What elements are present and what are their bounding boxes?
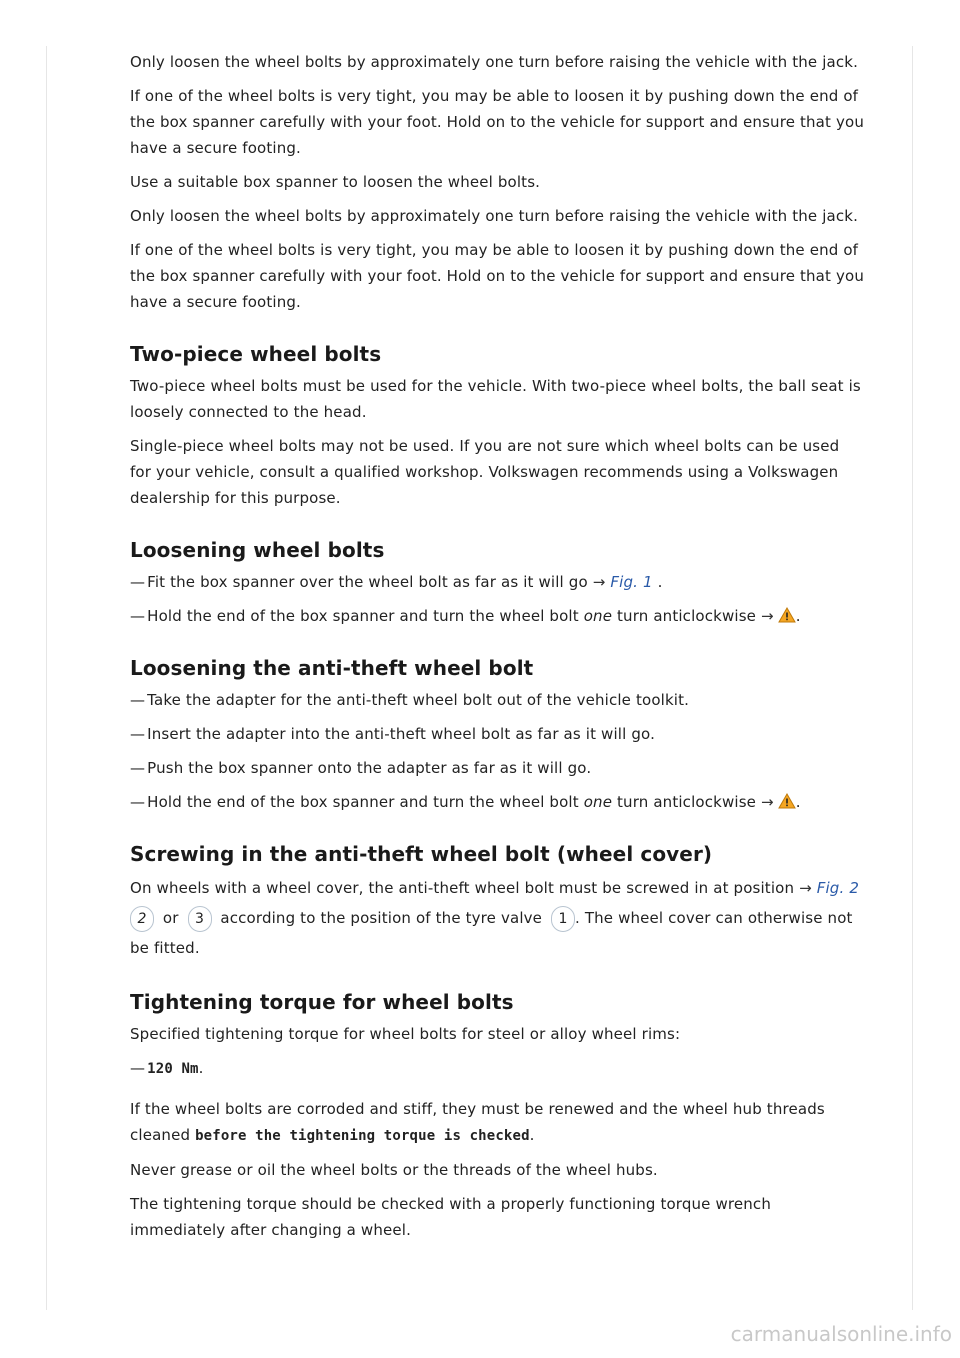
step-dash: — — [130, 607, 146, 625]
step-text: Fit the box spanner over the wheel bolt as far as it will go — [147, 573, 588, 591]
figure-link[interactable]: Fig. 2 — [816, 879, 860, 897]
paragraph: Use a suitable box spanner to loosen the wheel bolts. — [130, 173, 541, 191]
paragraph: If the wheel bolts are corroded and stiff, they must be renewed and the wheel hub threads cleaned before the tightening torque is checked. — [130, 1100, 825, 1144]
callout-marker: 3 — [188, 906, 212, 932]
paragraph: If one of the wheel bolts is very tight, you may be able to loosen it by pushing down the end of the box spanner carefully with your foot. Hold on to the vehicle for support and ensure that you have a secure footing. — [130, 241, 864, 311]
torque-value: 120 Nm — [147, 1061, 199, 1077]
manual-page-content — [130, 49, 865, 1251]
heading-two-piece-bolts: Two-piece wheel bolts — [130, 342, 382, 366]
paragraph: Only loosen the wheel bolts by approximately one turn before raising the vehicle with the jack. — [130, 207, 859, 225]
step-item: — Fit the box spanner over the wheel bolt as far as it will go → Fig. 1 . — [130, 569, 865, 595]
arrow-icon: → — [760, 607, 774, 625]
step-text: turn anticlockwise — [617, 607, 757, 625]
step-dash: — — [130, 1059, 146, 1077]
step-dash: — — [130, 793, 146, 811]
step-text: Insert the adapter into the anti-theft wheel bolt as far as it will go. — [147, 725, 655, 743]
figure-link[interactable]: Fig. 1 — [610, 573, 653, 591]
arrow-icon: → — [799, 879, 812, 897]
strong-text: before the tightening torque is checked — [195, 1128, 530, 1144]
heading-loosening-bolts: Loosening wheel bolts — [130, 538, 385, 562]
step-text: Hold the end of the box spanner and turn the wheel bolt — [147, 793, 579, 811]
step-text: Push the box spanner onto the adapter as far as it will go. — [147, 759, 592, 777]
step-text: turn anticlockwise — [617, 793, 757, 811]
arrow-icon: → — [760, 793, 774, 811]
emphasis-text: one — [583, 607, 613, 625]
left-margin-rule — [46, 46, 47, 1310]
paragraph: If one of the wheel bolts is very tight, you may be able to loosen it by pushing down the end of the box spanner carefully with your foot. Hold on to the vehicle for support and ensure that you have a secure footing. — [130, 87, 864, 157]
callout-marker: 1 — [551, 906, 575, 932]
warning-icon[interactable] — [778, 793, 796, 809]
heading-tightening-torque: Tightening torque for wheel bolts — [130, 990, 514, 1014]
right-margin-rule — [912, 46, 913, 1310]
step-item — [130, 755, 865, 781]
paragraph: Never grease or oil the wheel bolts or the threads of the wheel hubs. — [130, 1161, 658, 1179]
step-text: Hold the end of the box spanner and turn the wheel bolt — [147, 607, 579, 625]
heading-anti-theft-bolt: Loosening the anti-theft wheel bolt — [130, 656, 534, 680]
heading-screwing-anti-theft: Screwing in the anti-theft wheel bolt (wheel cover) — [130, 842, 713, 866]
step-dash: — — [130, 725, 146, 743]
emphasis-text: one — [583, 793, 613, 811]
step-item: — 120 Nm. — [130, 1055, 865, 1082]
step-dash: — — [130, 759, 146, 777]
callout-marker: 2 — [130, 906, 154, 932]
step-text: Take the adapter for the anti-theft wheel bolt out of the vehicle toolkit. — [147, 691, 690, 709]
paragraph: Only loosen the wheel bolts by approximately one turn before raising the vehicle with the jack. — [130, 53, 859, 71]
step-item: — Hold the end of the box spanner and turn the wheel bolt one turn anticlockwise → . — [130, 789, 865, 815]
step-item: — Hold the end of the box spanner and turn the wheel bolt one turn anticlockwise → . — [130, 603, 865, 629]
paragraph: On wheels with a wheel cover, the anti-theft wheel bolt must be screwed in at position → Fig. 2 2 or 3 according to the position of the tyre valve 1 . The wheel cover can otherwise not be fitted. — [130, 879, 860, 957]
warning-icon[interactable] — [778, 607, 796, 623]
paragraph: Specified tightening torque for wheel bolts for steel or alloy wheel rims: — [130, 1025, 681, 1043]
step-dash: — — [130, 573, 146, 591]
step-dash: — — [130, 691, 146, 709]
paragraph: Single-piece wheel bolts may not be used. If you are not sure which wheel bolts can be used for your vehicle, consult a qualified workshop. Volkswagen recommends using a Volkswagen dealership for this purpose. — [130, 437, 840, 507]
paragraph: The tightening torque should be checked with a properly functioning torque wrench immediately after changing a wheel. — [130, 1195, 771, 1239]
arrow-icon: → — [592, 573, 606, 591]
watermark: carmanualsonline.info — [730, 1322, 952, 1346]
step-item — [130, 721, 865, 747]
paragraph: Two-piece wheel bolts must be used for the vehicle. With two-piece wheel bolts, the ball seat is loosely connected to the head. — [130, 377, 861, 421]
step-item — [130, 687, 865, 713]
